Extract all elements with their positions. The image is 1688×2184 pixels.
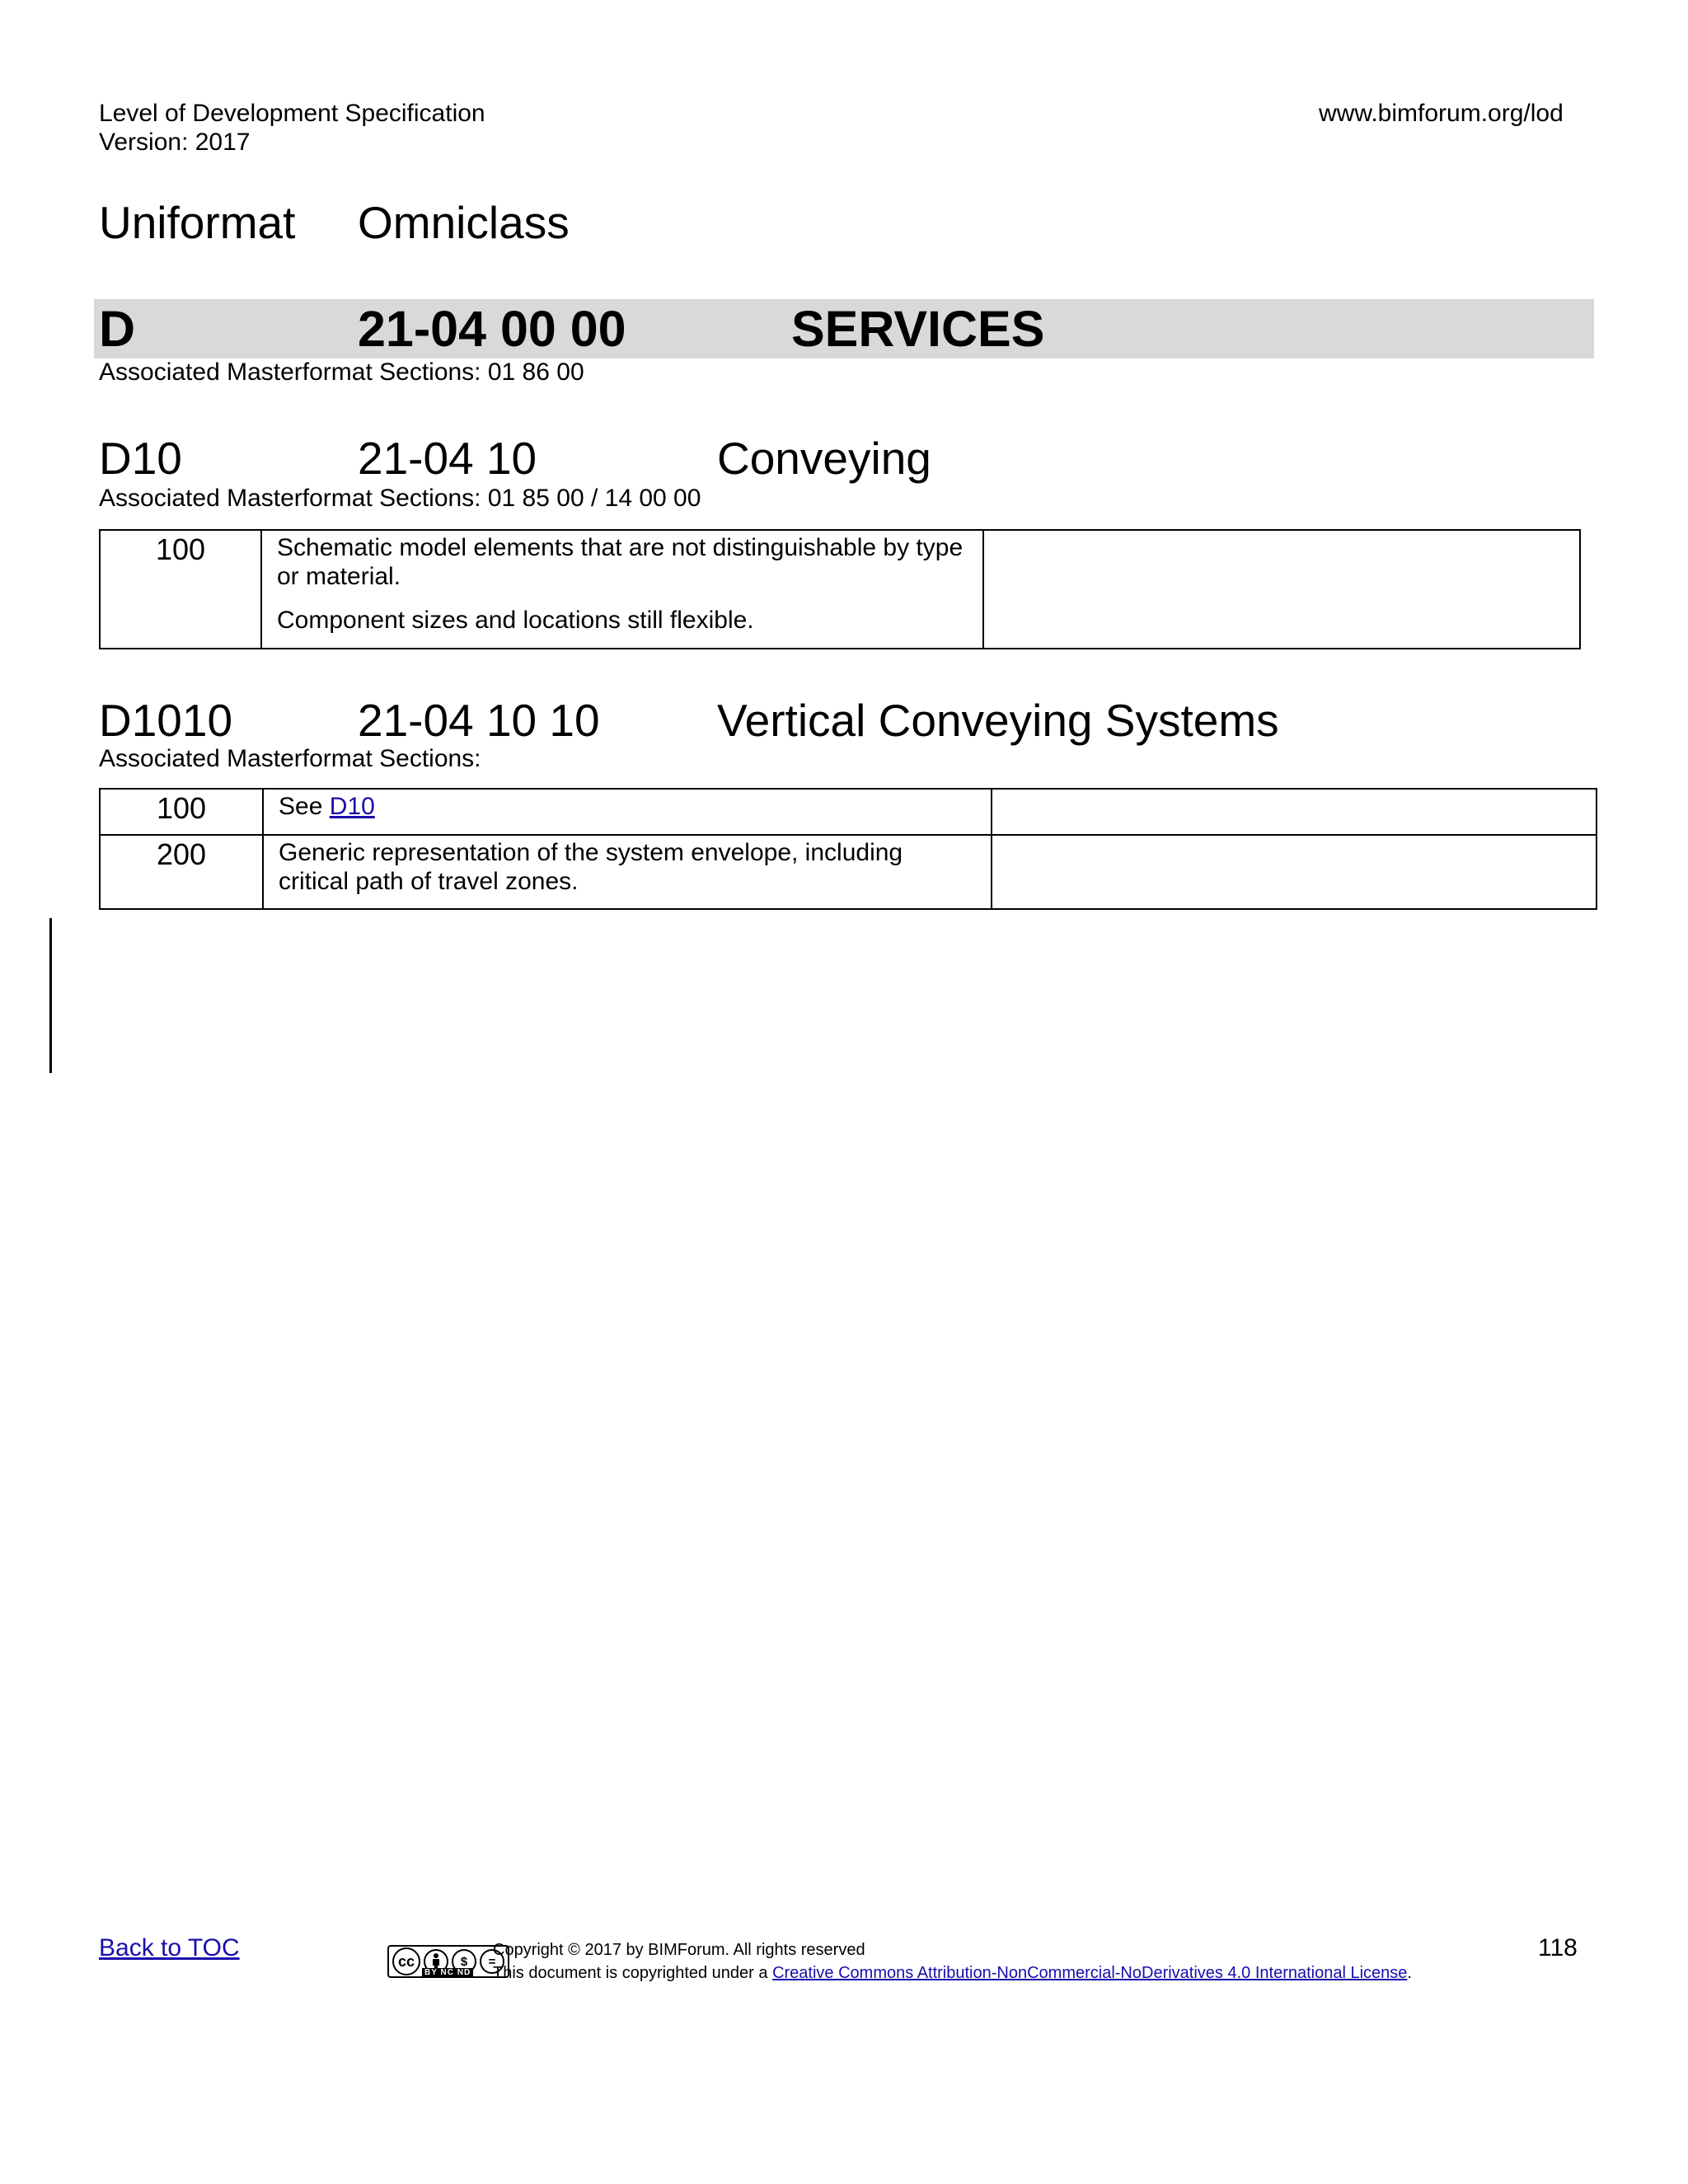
cc-nc-label: NC <box>440 1968 454 1977</box>
uniformat-heading: Uniformat <box>99 197 296 248</box>
license-suffix: . <box>1407 1964 1412 1982</box>
noderivatives-icon: = <box>480 1949 504 1974</box>
omniclass-heading: Omniclass <box>358 197 570 248</box>
document-title: Level of Development Specification <box>99 100 485 127</box>
table-row <box>100 530 1580 649</box>
person-icon <box>430 1953 442 1970</box>
license-link[interactable]: Creative Commons Attribution-NonCommercial-NoDerivatives 4.0 International License <box>772 1964 1408 1982</box>
document-version: Version: 2017 <box>99 129 251 156</box>
d1010-title: Vertical Conveying Systems <box>717 695 1279 746</box>
cc-terms <box>422 1968 473 1977</box>
d10-link[interactable]: D10 <box>329 793 375 820</box>
d10-omniclass: 21-04 10 <box>358 433 537 484</box>
lod-notes <box>992 835 1597 909</box>
services-code: D <box>99 301 136 357</box>
lod-level: 200 <box>100 835 263 909</box>
license-notice <box>493 1961 1412 1985</box>
d10-lod-table <box>99 529 1581 649</box>
noncommercial-icon: $ <box>452 1949 476 1974</box>
services-title: SERVICES <box>791 301 1045 357</box>
header-url[interactable]: www.bimforum.org/lod <box>1319 100 1564 127</box>
lod-level: 100 <box>100 530 261 649</box>
table-row <box>100 789 1597 835</box>
services-masterformat: Associated Masterformat Sections: 01 86 00 <box>99 359 584 386</box>
lod-description-line: Component sizes and locations still flexible. <box>277 607 754 634</box>
services-omniclass: 21-04 00 00 <box>358 301 626 357</box>
back-to-toc-link[interactable]: Back to TOC <box>99 1934 240 1961</box>
cc-logo-icon: cc <box>392 1947 420 1975</box>
table-row <box>100 835 1597 909</box>
d10-code: D10 <box>99 433 182 484</box>
d10-title: Conveying <box>717 433 931 484</box>
lod-level: 100 <box>100 789 263 835</box>
lod-description: Generic representation of the system envelope, including critical path of travel zones. <box>263 835 992 909</box>
lod-description-line: Schematic model elements that are not distinguishable by type or material. <box>277 534 964 590</box>
revision-change-bar <box>49 918 52 1073</box>
cc-terms-bar <box>422 1968 473 1977</box>
see-prefix: See <box>279 793 330 820</box>
d10-masterformat: Associated Masterformat Sections: 01 85 00 / 14 00 00 <box>99 485 701 512</box>
license-prefix: This document is copyrighted under a <box>493 1964 773 1982</box>
d1010-lod-table <box>99 788 1597 910</box>
lod-notes <box>983 530 1580 649</box>
d1010-code: D1010 <box>99 695 233 746</box>
cc-by-label: BY <box>424 1968 438 1977</box>
page-number: 118 <box>1538 1934 1578 1961</box>
lod-description <box>261 530 983 649</box>
creative-commons-icon <box>387 1945 509 1978</box>
cc-nd-label: ND <box>457 1968 471 1977</box>
d1010-masterformat: Associated Masterformat Sections: <box>99 745 481 772</box>
lod-notes <box>992 789 1597 835</box>
copyright-notice: Copyright © 2017 by BIMForum. All rights reserved <box>493 1941 865 1959</box>
d1010-omniclass: 21-04 10 10 <box>358 695 600 746</box>
lod-description <box>263 789 992 835</box>
